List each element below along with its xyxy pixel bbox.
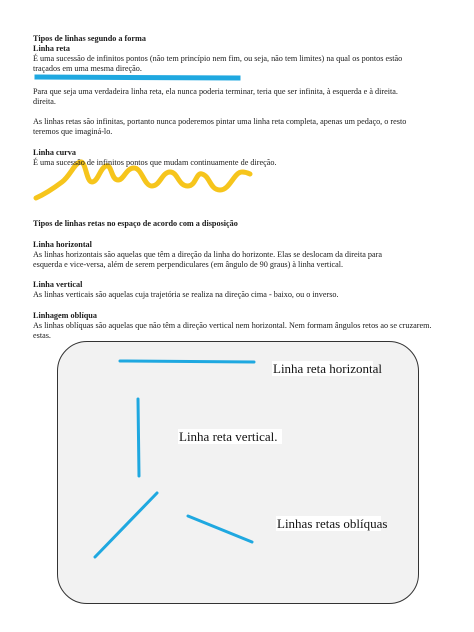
label-horizontal: Linha reta horizontal <box>273 361 383 376</box>
heading-linha-reta: Linha reta <box>33 44 70 53</box>
linha-reta-para1-line1: Para que seja uma verdadeira linha reta, ela nunca poderia terminar, teria que ser infinita, à esquerda e à direita. <box>33 87 398 96</box>
horizontal-text-line1: As linhas horizontais são aquelas que têm a direção da linha do horizonte. Elas se deslocam da direita para <box>33 250 382 259</box>
horizontal-text-line2: esquerda e vice-versa, além de serem perpendiculares (em ângulo de 90 graus) à linha vertical. <box>33 260 344 269</box>
straight-line-example <box>37 77 238 78</box>
linha-curva-definition: É uma sucessão de infinitos pontos que mudam continuamente de direção. <box>33 158 277 167</box>
label-obliquas: Linhas retas oblíquas <box>277 516 388 531</box>
obliqua-text-line1: As linhas oblíquas são aquelas que não têm a direção vertical nem horizontal. Nem formam ângulos retos ao se cruzarem. <box>33 321 432 330</box>
linha-reta-para1-line2: direita. <box>33 97 56 106</box>
linha-reta-definition-line1: É uma sucessão de infinitos pontos (não tem princípio nem fim, ou seja, não tem limites) na qual os pontos estão <box>33 54 403 63</box>
heading-linha-curva: Linha curva <box>33 148 76 157</box>
label-vertical: Linha reta vertical. <box>178 429 282 444</box>
obliqua-text-line2: estas. <box>33 331 51 340</box>
diagram-box <box>57 341 419 604</box>
heading-linha-vertical: Linha vertical <box>33 280 83 289</box>
linha-reta-definition-line2: traçados em uma mesma direção. <box>33 64 142 73</box>
linha-reta-para2-line1: As linhas retas são infinitas, portanto nunca poderemos pintar uma linha reta completa, apenas um pedaço, o resto <box>33 117 407 126</box>
section-title-forma: Tipos de linhas segundo a forma <box>33 34 146 43</box>
linha-reta-para2-line2: teremos que imaginá-lo. <box>33 127 113 136</box>
section-title-disposicao: Tipos de linhas retas no espaço de acordo com a disposição <box>33 219 238 228</box>
heading-linhagem-obliqua: Linhagem oblíqua <box>33 311 97 320</box>
vertical-text: As linhas verticais são aquelas cuja trajetória se realiza na direção cima - baixo, ou o inverso. <box>33 290 339 299</box>
heading-linha-horizontal: Linha horizontal <box>33 240 92 249</box>
